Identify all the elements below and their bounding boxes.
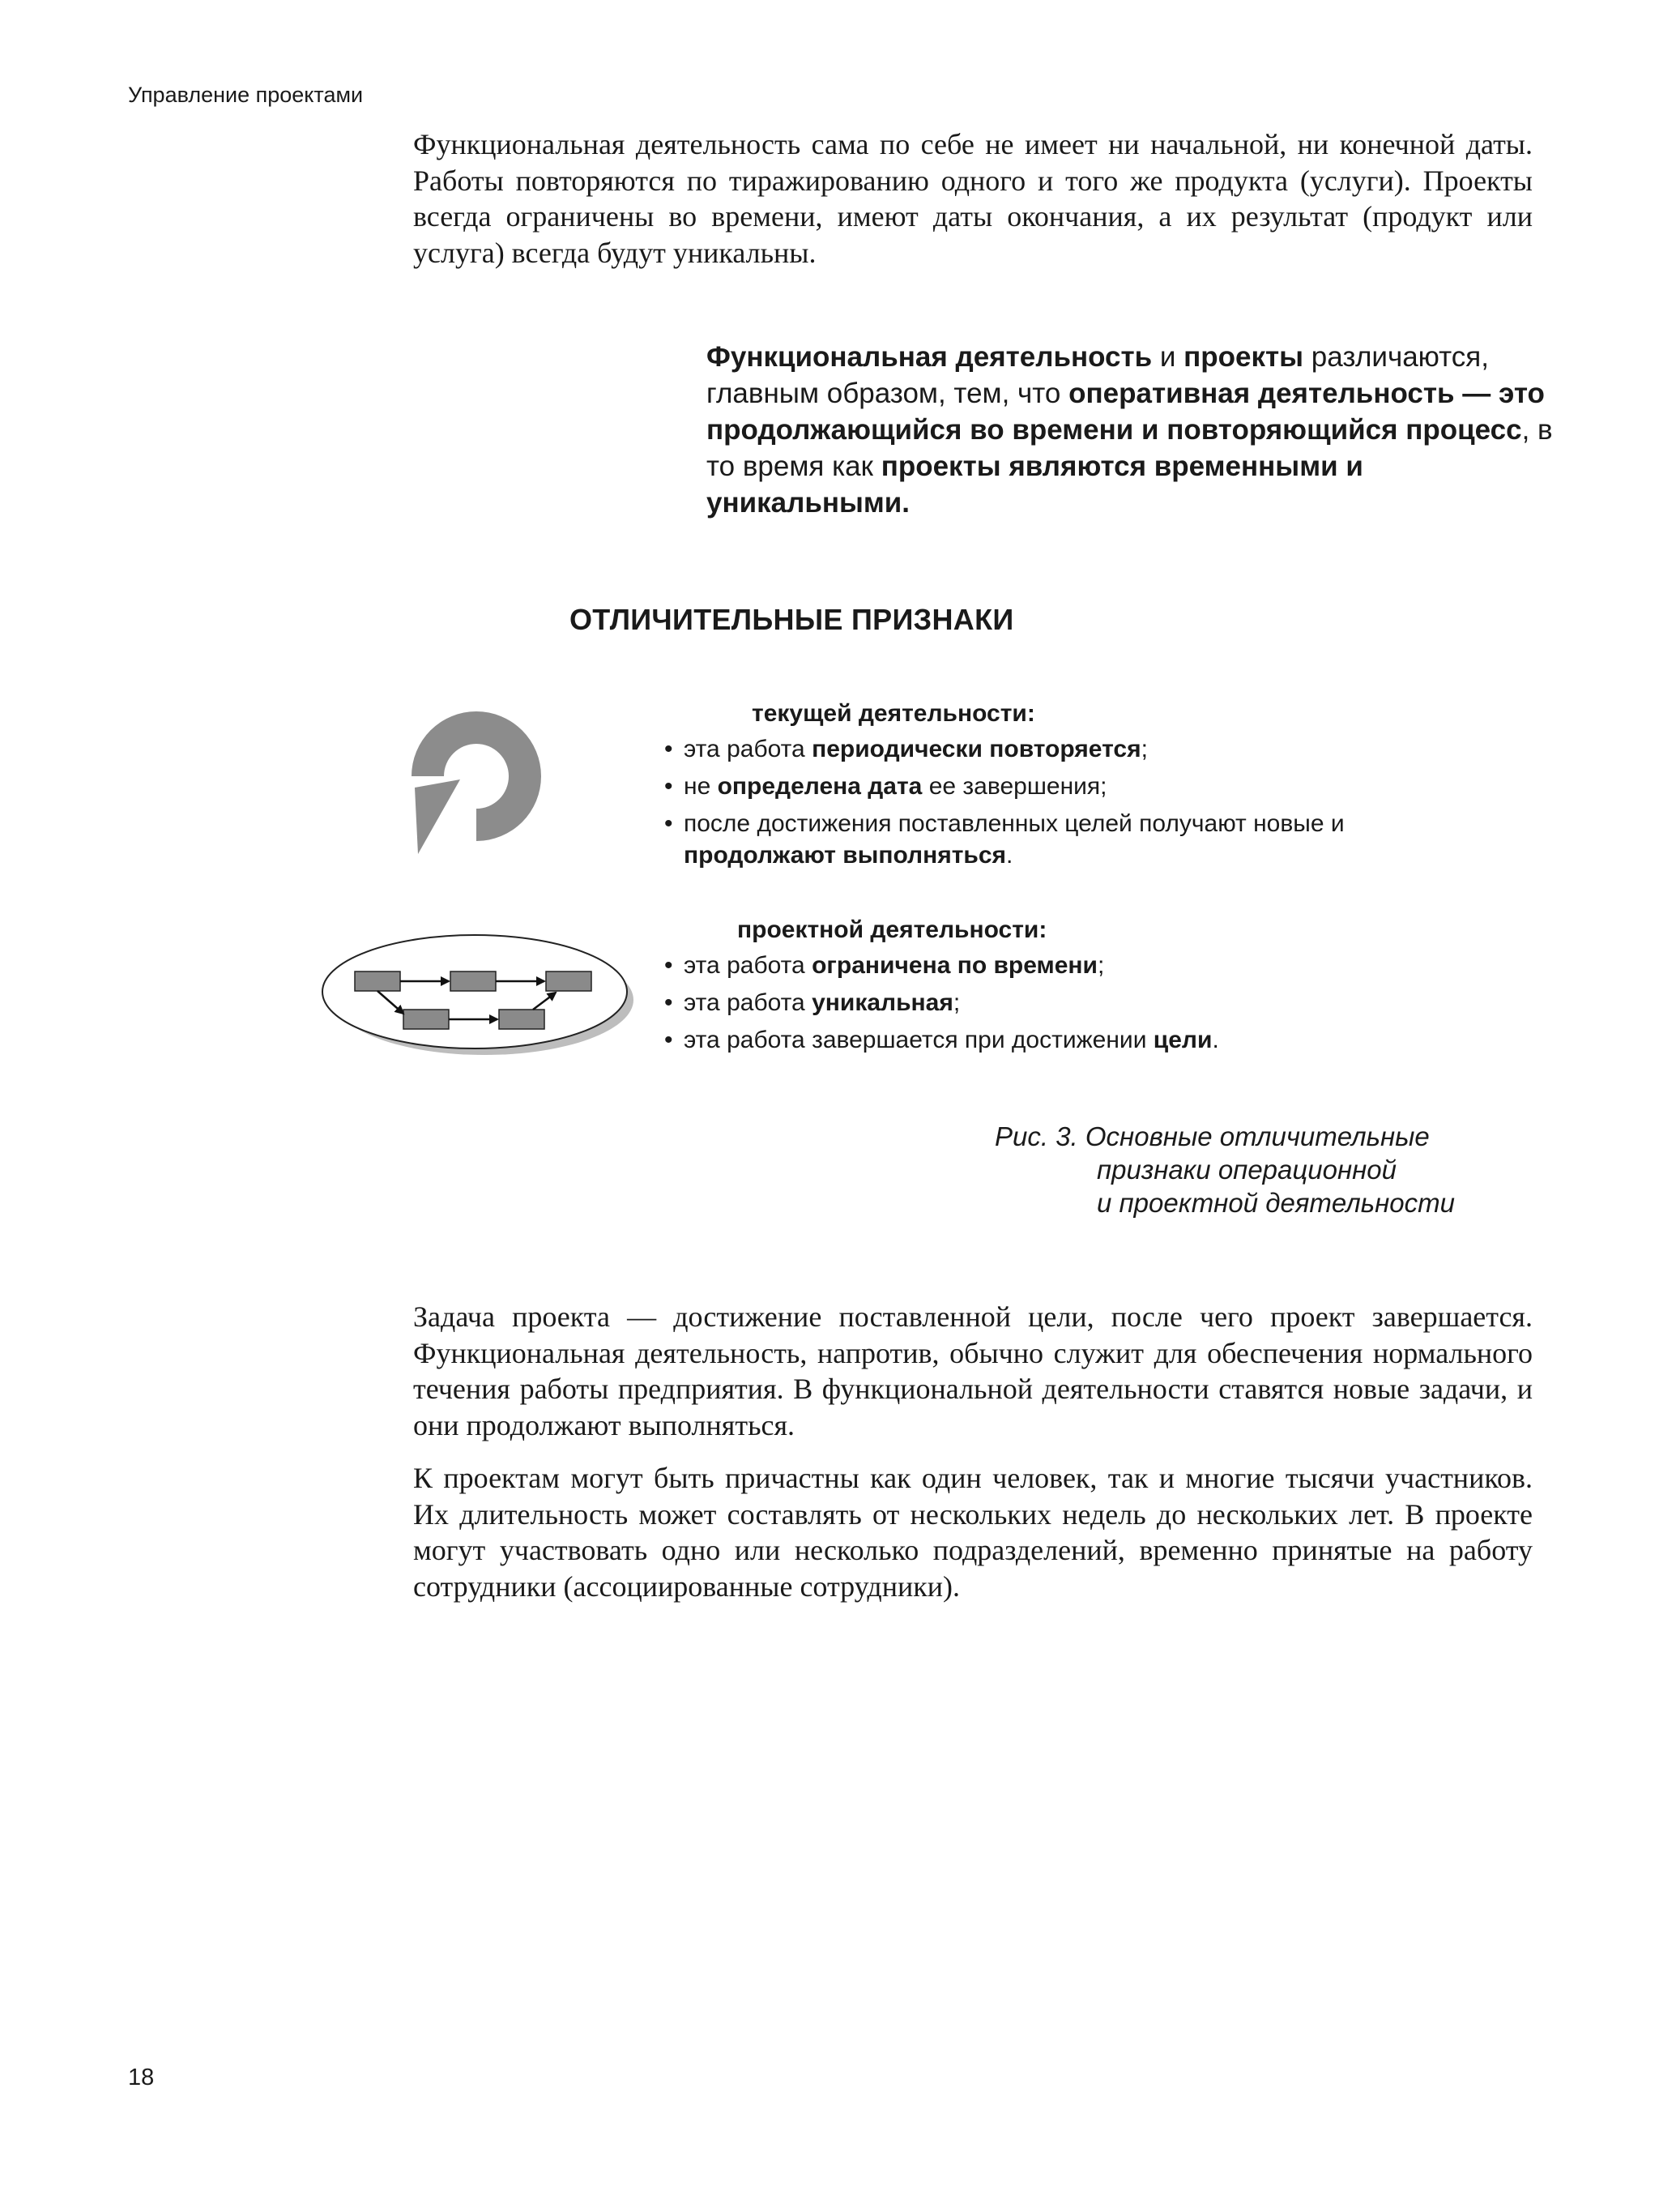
cycle-arrow-icon xyxy=(397,702,556,856)
bullet-dot: • xyxy=(664,773,673,800)
cycle-arrowhead xyxy=(415,779,460,854)
caption-line-2: признаки операционной xyxy=(1097,1155,1397,1185)
pull-quote-bold-1: Функциональная деятельность xyxy=(706,341,1153,373)
operational-item-3-c: . xyxy=(1006,842,1013,869)
project-item-3 xyxy=(664,1024,1393,1056)
project-item-1-c: ; xyxy=(1098,952,1105,979)
project-item-3-a: эта работа завершается при достижении xyxy=(684,1027,1154,1053)
task-box-3 xyxy=(546,971,591,991)
task-box-2 xyxy=(450,971,496,991)
task-box-1 xyxy=(355,971,400,991)
project-item-3-c: . xyxy=(1212,1027,1219,1053)
body-paragraph-1: Функциональная деятельность сама по себе не имеет ни начальной, ни конечной даты. Работы повторяются по тиражированию одного и того же продукта (услуги). Проекты всегда ограничены во времени, имеют даты окончания, а их результат (продукт или услуга) всегда будут уникальны. xyxy=(413,128,1533,269)
task-box-5 xyxy=(499,1010,544,1029)
project-item-2-c: ; xyxy=(953,989,961,1016)
project-heading: проектной деятельности: xyxy=(737,916,1047,943)
body-paragraph-3: К проектам могут быть причастны как один человек, так и многие тысячи участников. Их длительность может составлять от нескольких недель до нескольких лет. В проекте могут участвовать одно или несколько подразделений, временно принятые на работу сотрудники (ассоциированные сотрудники). xyxy=(413,1462,1533,1603)
project-item-2 xyxy=(664,987,1393,1018)
project-item-1 xyxy=(664,950,1393,981)
pull-quote-text-1: и xyxy=(1152,341,1184,373)
bullet-dot: • xyxy=(664,952,673,979)
running-header: Управление проектами xyxy=(128,83,364,107)
project-list xyxy=(664,950,1393,1061)
operational-item-2-c: ее завершения; xyxy=(922,773,1107,800)
operational-heading: текущей деятельности: xyxy=(752,700,1035,727)
task-box-4 xyxy=(403,1010,449,1029)
pull-quote xyxy=(706,339,1565,521)
operational-list xyxy=(664,733,1393,877)
operational-item-2 xyxy=(664,771,1393,802)
project-item-2-b: уникальная xyxy=(812,989,953,1016)
ellipse xyxy=(322,935,627,1048)
pull-quote-bold-3: оперативная деятельность — это продолжающийся во времени и повторяющийся процесс xyxy=(706,378,1545,446)
operational-item-3 xyxy=(664,808,1372,871)
operational-item-1-a: эта работа xyxy=(684,736,812,762)
pull-quote-text-3: , в то время как xyxy=(706,414,1553,482)
body-paragraph-2: Задача проекта — достижение поставленной цели, после чего проект завершается. Функциональная деятельность, напротив, обычно служит для обеспечения нормального течения работы предприятия. В функциональной деятельности ставятся новые задачи, и они продолжают выполняться. xyxy=(413,1300,1533,1441)
pull-quote-bold-2: проекты xyxy=(1183,341,1304,373)
figure-caption xyxy=(995,1120,1455,1219)
project-network-icon xyxy=(313,930,638,1058)
bullet-dot: • xyxy=(664,989,673,1016)
project-item-1-a: эта работа xyxy=(684,952,812,979)
project-item-1-b: ограничена по времени xyxy=(812,952,1098,979)
operational-item-3-a: после достижения поставленных целей получают новые и xyxy=(684,810,1345,837)
caption-line-1: Рис. 3. Основные отличительные xyxy=(995,1121,1430,1151)
operational-item-1 xyxy=(664,733,1393,765)
operational-item-1-b: периодически повторяется xyxy=(812,736,1141,762)
page-number: 18 xyxy=(128,2065,155,2090)
operational-item-3-b: продолжают выполняться xyxy=(684,842,1007,869)
figure-title: ОТЛИЧИТЕЛЬНЫЕ ПРИЗНАКИ xyxy=(569,603,1014,636)
operational-item-1-c: ; xyxy=(1141,736,1148,762)
project-item-3-b: цели xyxy=(1153,1027,1213,1053)
operational-item-2-a: не xyxy=(684,773,718,800)
caption-line-3: и проектной деятельности xyxy=(1097,1188,1456,1218)
pull-quote-text-2: различаются, главным образом, тем, что xyxy=(706,341,1489,409)
operational-item-2-b: определена дата xyxy=(717,773,923,800)
bullet-dot: • xyxy=(664,1027,673,1053)
bullet-dot: • xyxy=(664,736,673,762)
bullet-dot: • xyxy=(664,810,673,837)
project-item-2-a: эта работа xyxy=(684,989,812,1016)
pull-quote-bold-4: проекты являются временными и уникальными. xyxy=(706,451,1363,519)
